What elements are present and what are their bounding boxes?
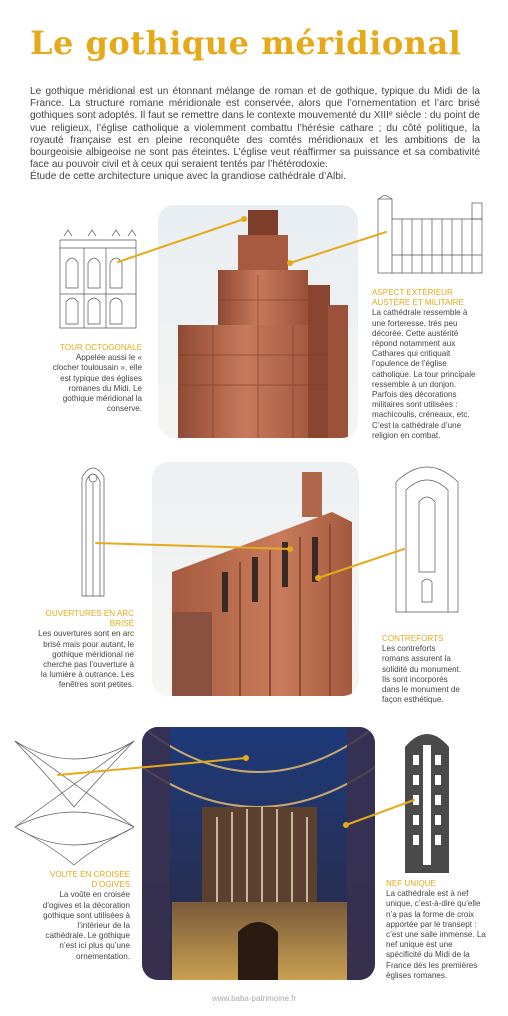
- caption-heading: CONTREFORTS: [382, 634, 444, 643]
- caption-tour-octogonale: [48, 343, 142, 414]
- caption-nef-unique: [386, 879, 486, 981]
- page-title: Le gothique méridional: [30, 24, 462, 62]
- caption-text: La cathédrale ressemble à une forteresse, très peu décorée. Cette austérité répond notamment aux Cathares qui critiquait l’opulence de l’église catholique. La tour principale ressemble à un donjon. Parfois des décorations militaires sont utilisées : machicoulis, créneaux, etc. C’est la cathédrale d’une religion en combat.: [372, 308, 476, 440]
- intro-paragraph-1: Le gothique méridional est un étonnant mélange de roman et de gothique, typique du Midi de la France. La structure romane méridionale est conservée, alors que l’ornementation et l’arc brisé gothiques sont adoptés. Il faut se remettre dans le contexte mouvementé du XIIIᵉ siècle : du point de vue religieux, l’église catholique a violemment combattu l’hérésie cathare ; du côté politique, la royauté française est en pleine reconquête des comtés méridionaux et les ambitions de la bourgeoisie albigeoise ne sont pas éteintes. L’église veut réaffirmer sa puissance et sa combativité face au pouvoir civil et à ceux qui seraient tentés par l’hétérodoxie.: [30, 86, 480, 171]
- caption-text: La cathédrale est à nef unique, c’est-à-dire qu’elle n’a pas la forme de croix apportée par le transept : c’est une salle immense. La nef unique est une spécificité du Midi de la France dès les premières églises romanes.: [386, 889, 486, 980]
- caption-heading: NEF UNIQUE: [386, 879, 436, 888]
- intro-text: [30, 86, 480, 184]
- photo-side-facade: [152, 462, 359, 696]
- caption-text: Appelée aussi le « clocher toulousain », elle est typique des églises romanes du Midi. Le gothique méridional la conserve.: [52, 353, 142, 414]
- caption-heading: TOUR OCTOGONALE: [59, 343, 142, 352]
- sketch-floor-plan: [401, 725, 453, 875]
- caption-heading: OUVERTURES EN ARC BRISÉ: [45, 609, 134, 629]
- sketch-rib-vault: [13, 737, 136, 867]
- caption-contreforts: [382, 634, 462, 705]
- intro-paragraph-2: Étude de cette architecture unique avec la grandiose cathédrale d’Albi.: [30, 171, 346, 183]
- caption-heading: VOUTE EN CROISÉE D’OGIVES: [49, 870, 130, 890]
- caption-voute: [38, 870, 130, 962]
- caption-heading: ASPECT EXTÉRIEUR AUSTÈRE ET MILITAIRE: [372, 288, 464, 308]
- caption-text: Les contreforts romans assurent la solidité du monument. Ils sont incorporés dans le monument de façon esthétique.: [382, 644, 462, 705]
- caption-text: La voûte en croisée d’ogives et la décoration gothique sont utilisées à l’intérieur de la cathédrale. Le gothique n’est ici plus qu’une ornementation.: [42, 890, 130, 961]
- photo-tower-exterior: [158, 205, 358, 438]
- photo-interior: [142, 727, 375, 980]
- sketch-buttress: [394, 462, 460, 614]
- caption-ouvertures: [36, 609, 134, 691]
- sketch-pointed-arch: [80, 463, 106, 598]
- sketch-octagonal-tower: [58, 228, 138, 330]
- footer-url[interactable]: www.baba-patrimoine.fr: [211, 994, 297, 1003]
- caption-aspect-exterieur: [372, 288, 478, 441]
- sketch-elevation: [374, 195, 486, 275]
- caption-text: Les ouvertures sont en arc brisé mais pour autant, le gothique méridional ne cherche pas l’ouverture à la lumière à outrance. Les fenêtres sont petites.: [38, 629, 134, 690]
